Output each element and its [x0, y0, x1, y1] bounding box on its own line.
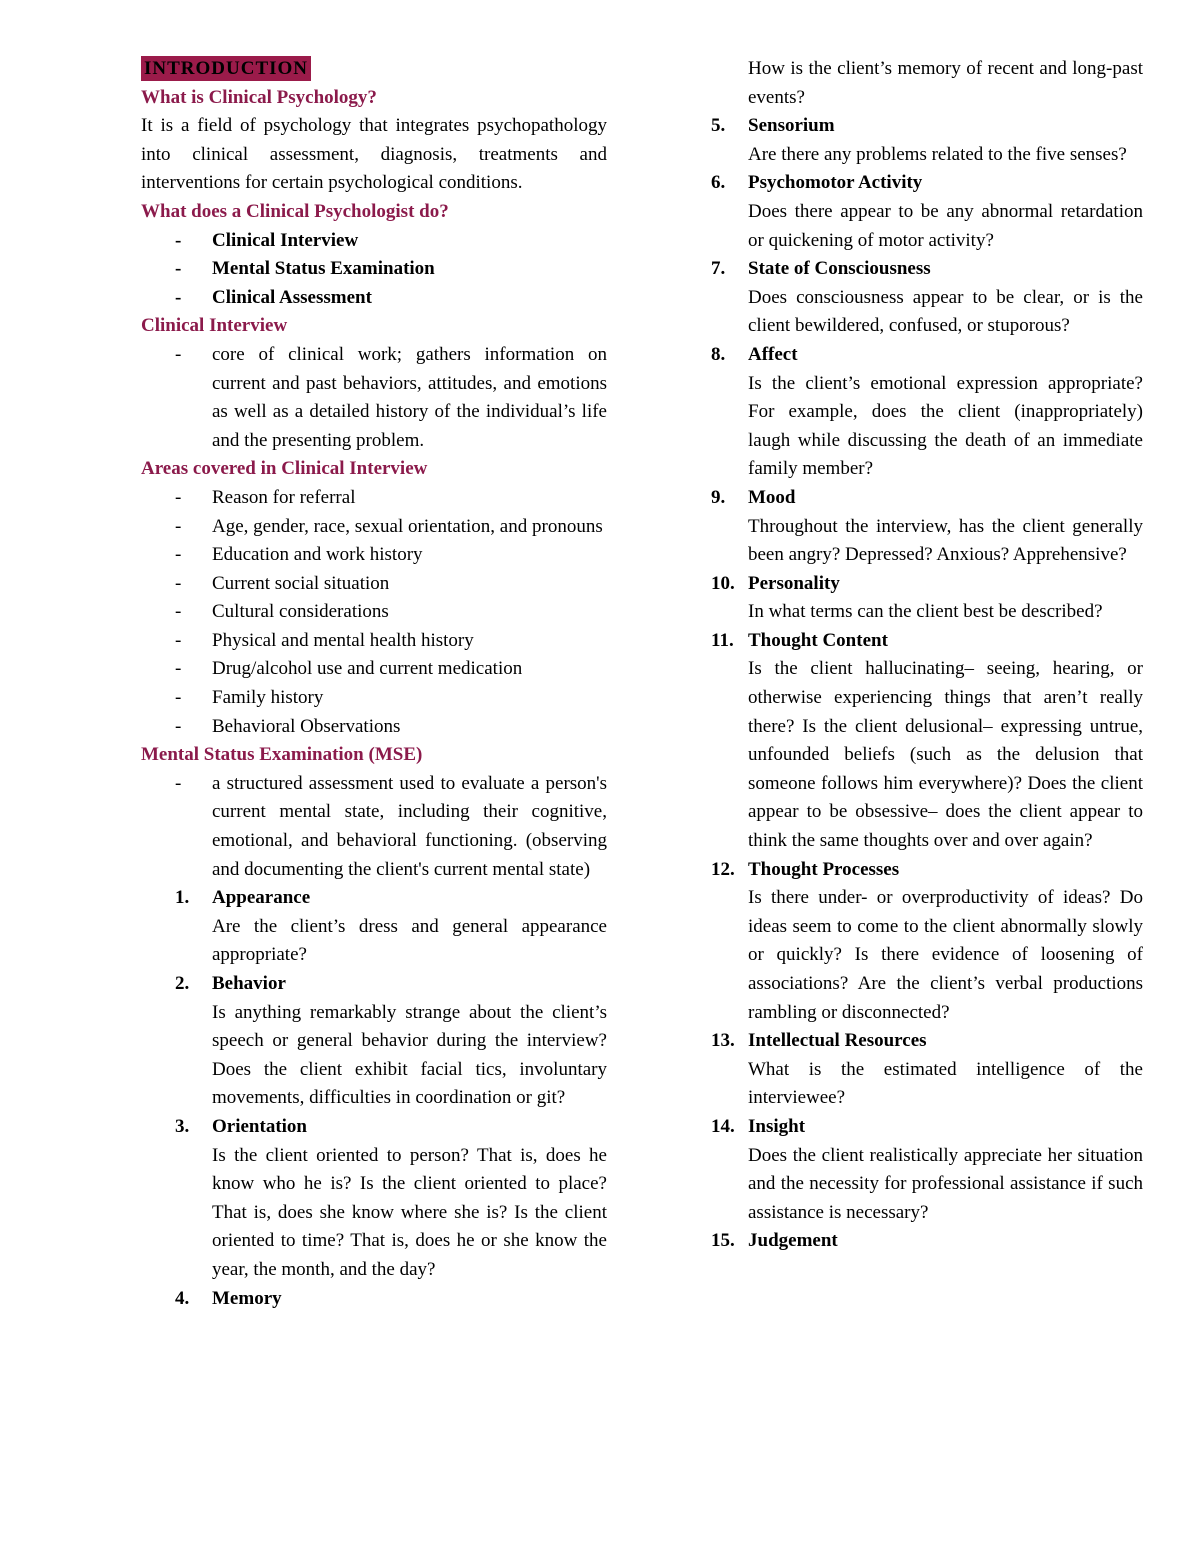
- mse-description-list: [141, 770, 607, 884]
- areas-covered-list: [141, 484, 607, 741]
- item-number: 7.: [711, 258, 726, 280]
- mse-item: [711, 856, 1143, 1028]
- list-item-text: Family history: [212, 687, 324, 709]
- mse-item: [711, 1113, 1143, 1227]
- item-title: Insight: [748, 1115, 806, 1137]
- mse-items-list-left: [141, 884, 607, 1313]
- list-item-text: Cultural considerations: [212, 601, 389, 623]
- item-title: Behavior: [212, 973, 286, 994]
- mse-item: [141, 884, 607, 970]
- list-item: - Mental Status Examination: [175, 258, 435, 280]
- mse-item: [711, 341, 1143, 484]
- mse-item: [711, 255, 1143, 341]
- item-number: 13.: [711, 1030, 735, 1052]
- list-item: - Clinical Assessment: [175, 286, 372, 308]
- mse-item: [711, 627, 1143, 856]
- item-text: Is there under- or overproductivity of ideas? Do ideas seem to come to the client abnormally slowly or quickly? Is there evidence of loosening of associations? Are the client’s verbal productions rambling or disconnected?: [748, 887, 1143, 1023]
- mse-item: [141, 1113, 607, 1285]
- mse-items-list-right: [711, 112, 1143, 1256]
- item-number: 10.: [711, 572, 735, 594]
- list-item: - Current social situation: [175, 572, 390, 594]
- list-item: - Reason for referral: [175, 486, 356, 508]
- item-title: Personality: [748, 572, 840, 594]
- question-what-is-clinical-psychology: What is Clinical Psychology?: [141, 86, 377, 108]
- item-title: Sensorium: [748, 115, 835, 137]
- mse-item: [711, 169, 1143, 255]
- right-column: [711, 55, 1143, 1256]
- list-item-text: Clinical Assessment: [212, 286, 372, 308]
- clinical-interview-heading: Clinical Interview: [141, 315, 288, 337]
- item-number: 6.: [711, 172, 726, 194]
- list-item: - Family history: [175, 687, 324, 709]
- item-title: Affect: [748, 343, 798, 365]
- list-item-text: Drug/alcohol use and current medication: [212, 658, 523, 680]
- item-number: 8.: [711, 343, 726, 365]
- item-text: Does there appear to be any abnormal retardation or quickening of motor activity?: [748, 200, 1143, 251]
- item-title: Thought Content: [748, 629, 888, 651]
- list-item-text: Reason for referral: [212, 486, 356, 508]
- question-what-does-psychologist-do: What does a Clinical Psychologist do?: [141, 200, 449, 222]
- list-item-text: Current social situation: [212, 572, 390, 594]
- list-item-text: Behavioral Observations: [212, 715, 401, 737]
- item-title: Thought Processes: [748, 858, 900, 880]
- item-text: Does consciousness appear to be clear, or is the client bewildered, confused, or stuporous?: [748, 286, 1143, 337]
- list-item: - Physical and mental health history: [175, 629, 474, 651]
- item-number: 4.: [175, 1287, 190, 1309]
- list-item-text: core of clinical work; gathers information on current and past behaviors, attitudes, and emotions as well as a detailed history of the individual’s life and the presenting problem.: [212, 343, 607, 451]
- item-text: Is the client’s emotional expression appropriate? For example, does the client (inappropriately) laugh while discussing the death of an immediate family member?: [748, 372, 1143, 480]
- mse-item: [711, 1027, 1143, 1113]
- clinical-psychology-definition: It is a field of psychology that integrates psychopathology into clinical assessment, diagnosis, treatments and interventions for certain psychological conditions.: [141, 115, 607, 194]
- list-item-text: a structured assessment used to evaluate a person's current mental state, including their cognitive, emotional, and behavioral functioning. (observing and documenting the client's current mental state): [212, 772, 607, 880]
- list-item-text: Clinical Interview: [212, 229, 359, 251]
- list-item: - core of clinical work; gathers information on current and past behaviors, attitudes, and emotions as well as a detailed history of the individual’s life and the presenting problem.: [175, 343, 607, 451]
- item-title: Psychomotor Activity: [748, 172, 923, 194]
- item-title: Orientation: [212, 1115, 307, 1137]
- item-title: Intellectual Resources: [748, 1030, 927, 1052]
- item-text: Is the client oriented to person? That is, does he know who he is? Is the client oriented to place? That is, does she know where she is? Is the client oriented to time? That is, does he or she know the year, the month, and the day?: [212, 1144, 607, 1280]
- item-text: In what terms can the client best be described?: [748, 601, 1103, 623]
- clinical-interview-list: [141, 341, 607, 455]
- list-item: - Clinical Interview: [175, 229, 359, 251]
- item-title: Mood: [748, 486, 796, 508]
- psychologist-tasks-list: [141, 227, 607, 313]
- list-item-text: Mental Status Examination: [212, 258, 435, 280]
- left-column: [141, 55, 607, 1313]
- list-item-text: Age, gender, race, sexual orientation, and pronouns: [212, 515, 603, 537]
- list-item: - Behavioral Observations: [175, 715, 401, 737]
- item-number: 3.: [175, 1115, 190, 1137]
- item-text: Throughout the interview, has the client generally been angry? Depressed? Anxious? Apprehensive?: [748, 515, 1143, 566]
- mse-item: [711, 112, 1143, 169]
- areas-covered-heading: Areas covered in Clinical Interview: [141, 458, 428, 480]
- item-title: Appearance: [212, 887, 311, 909]
- mse-item: [141, 1285, 607, 1314]
- list-item-text: Physical and mental health history: [212, 629, 474, 651]
- item-title: State of Consciousness: [748, 258, 931, 280]
- memory-continuation: How is the client’s memory of recent and long-past events?: [748, 58, 1143, 108]
- list-item-text: Education and work history: [212, 544, 423, 566]
- item-text: Is anything remarkably strange about the client’s speech or general behavior during the interview? Does the client exhibit facial tics, involuntary movements, difficulties in coordination or git?: [212, 1001, 607, 1109]
- list-item: - Cultural considerations: [175, 601, 389, 623]
- item-title: Judgement: [748, 1230, 838, 1252]
- item-text: Is the client hallucinating– seeing, hearing, or otherwise experiencing things that aren’t really there? Is the client delusional– expressing untrue, unfounded beliefs (such as the delusion that someone follows him everywhere)? Does the client appear to be obsessive– does the client appear to think the same thoughts over and over again?: [748, 658, 1143, 852]
- list-item: - Age, gender, race, sexual orientation, and pronouns: [175, 515, 603, 537]
- item-text: Are the client’s dress and general appearance appropriate?: [212, 915, 607, 966]
- mse-item: [711, 570, 1143, 627]
- item-text: What is the estimated intelligence of the interviewee?: [748, 1058, 1143, 1109]
- item-number: 5.: [711, 115, 726, 137]
- list-item: - Drug/alcohol use and current medication: [175, 658, 523, 680]
- mse-heading: Mental Status Examination (MSE): [141, 744, 423, 766]
- item-text: Are there any problems related to the five senses?: [748, 143, 1127, 165]
- item-text: Does the client realistically appreciate her situation and the necessity for professional assistance if such assistance is necessary?: [748, 1144, 1143, 1223]
- item-number: 2.: [175, 973, 190, 994]
- item-number: 11.: [711, 629, 734, 651]
- item-title: Memory: [212, 1287, 282, 1309]
- list-item: - Education and work history: [175, 544, 423, 566]
- item-number: 1.: [175, 887, 190, 909]
- item-number: 12.: [711, 858, 735, 880]
- item-number: 9.: [711, 486, 726, 508]
- item-number: 15.: [711, 1230, 735, 1252]
- item-number: 14.: [711, 1115, 735, 1137]
- mse-item: [141, 970, 607, 1113]
- introduction-label: INTRODUCTION: [141, 56, 311, 81]
- mse-item: [711, 1227, 1143, 1256]
- list-item: - a structured assessment used to evaluate a person's current mental state, including their cognitive, emotional, and behavioral functioning. (observing and documenting the client's current mental state): [175, 772, 607, 880]
- mse-item: [711, 484, 1143, 570]
